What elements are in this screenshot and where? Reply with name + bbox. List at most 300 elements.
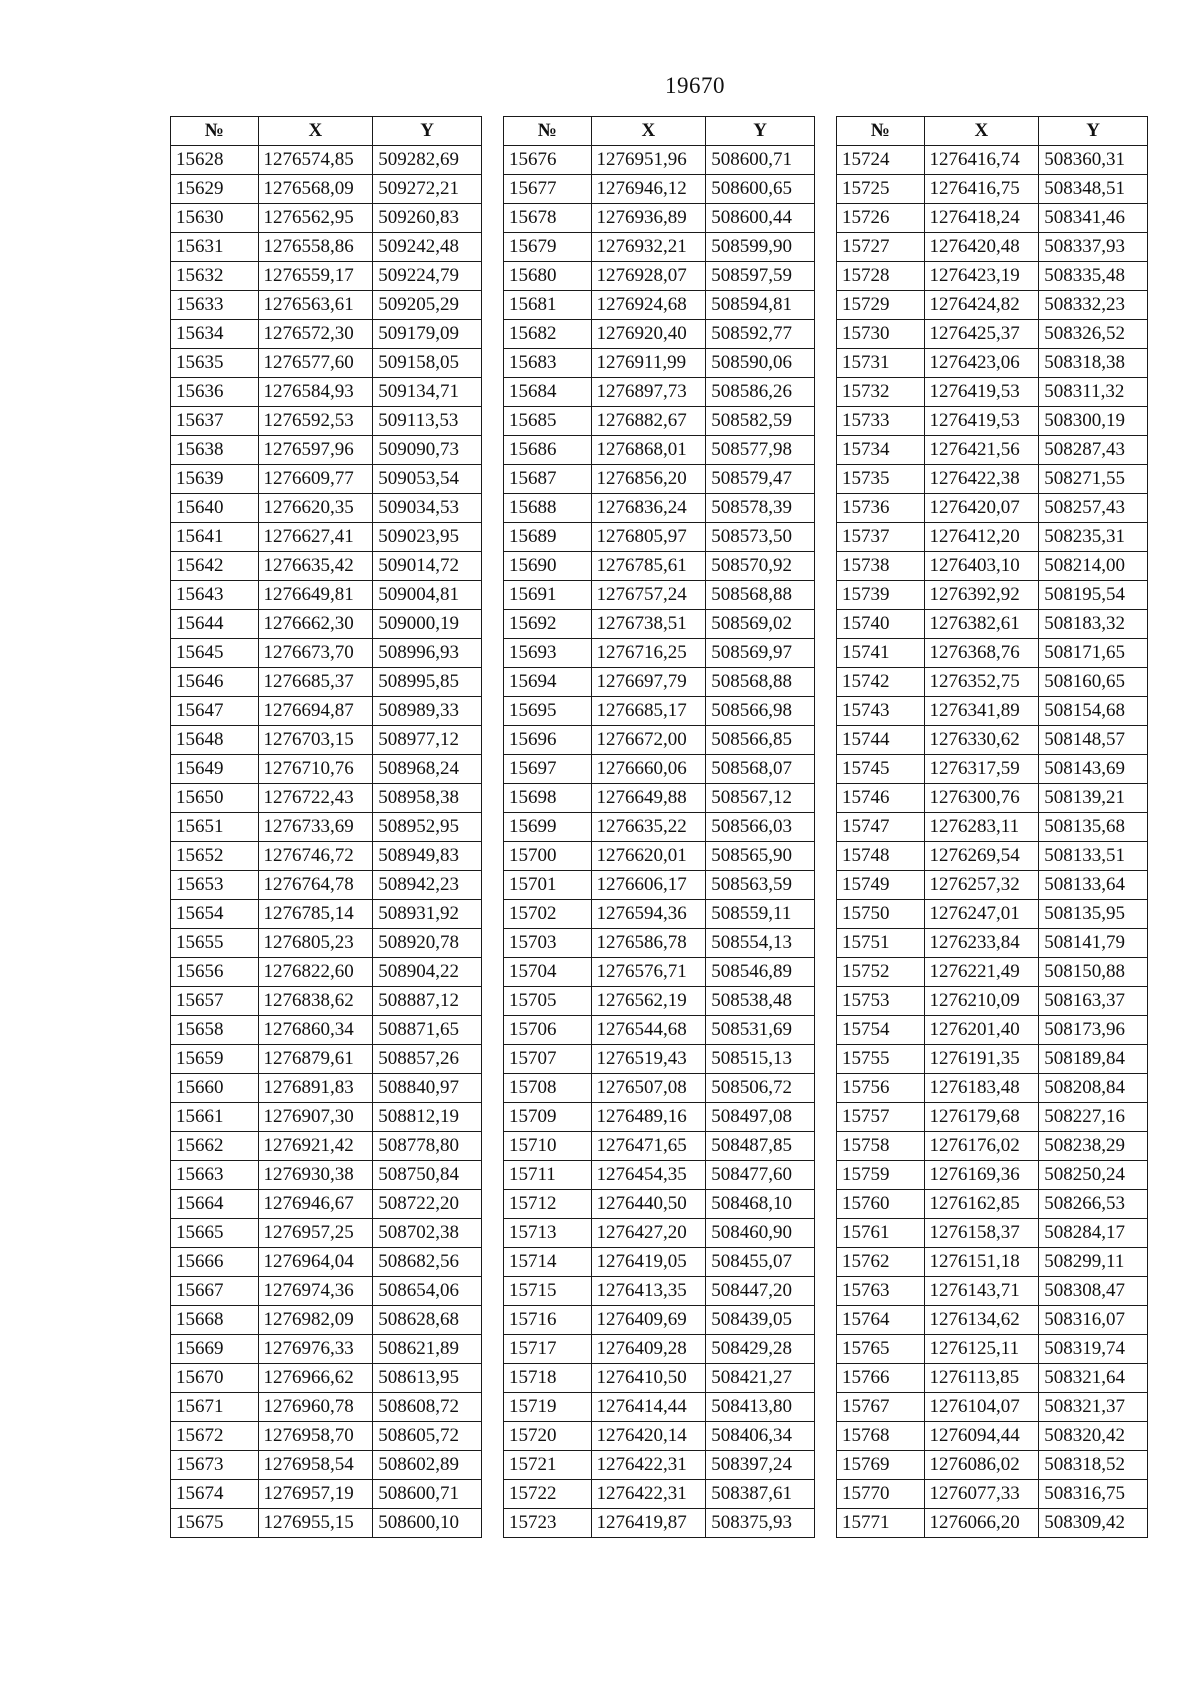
- x-coordinate-cell: 1276151,18: [924, 1248, 1039, 1277]
- point-number-cell: 15663: [171, 1161, 259, 1190]
- x-coordinate-cell: 1276382,61: [924, 610, 1039, 639]
- table-row: [171, 1132, 482, 1161]
- y-coordinate-cell: 508594,81: [706, 291, 815, 320]
- x-coordinate-cell: 1276660,06: [591, 755, 706, 784]
- x-coordinate-cell: 1276738,51: [591, 610, 706, 639]
- y-coordinate-cell: 508812,19: [373, 1103, 482, 1132]
- x-coordinate-cell: 1276920,40: [591, 320, 706, 349]
- point-number-cell: 15685: [504, 407, 592, 436]
- x-coordinate-cell: 1276946,67: [258, 1190, 373, 1219]
- x-coordinate-cell: 1276507,08: [591, 1074, 706, 1103]
- point-number-cell: 15746: [837, 784, 925, 813]
- y-coordinate-cell: 508284,17: [1039, 1219, 1148, 1248]
- point-number-cell: 15686: [504, 436, 592, 465]
- point-number-cell: 15754: [837, 1016, 925, 1045]
- table-row: [504, 871, 815, 900]
- y-coordinate-cell: 508497,08: [706, 1103, 815, 1132]
- y-coordinate-cell: 508208,84: [1039, 1074, 1148, 1103]
- y-coordinate-cell: 508143,69: [1039, 755, 1148, 784]
- y-coordinate-cell: 508309,42: [1039, 1509, 1148, 1538]
- page-number: 19670: [665, 73, 725, 98]
- x-coordinate-cell: 1276094,44: [924, 1422, 1039, 1451]
- point-number-cell: 15669: [171, 1335, 259, 1364]
- y-coordinate-cell: 508563,59: [706, 871, 815, 900]
- x-coordinate-cell: 1276868,01: [591, 436, 706, 465]
- point-number-cell: 15646: [171, 668, 259, 697]
- point-number-cell: 15681: [504, 291, 592, 320]
- y-coordinate-cell: 508559,11: [706, 900, 815, 929]
- x-coordinate-cell: 1276672,00: [591, 726, 706, 755]
- x-coordinate-cell: 1276425,37: [924, 320, 1039, 349]
- y-coordinate-cell: 508600,65: [706, 175, 815, 204]
- table-row: [171, 378, 482, 407]
- y-coordinate-cell: 509179,09: [373, 320, 482, 349]
- point-number-cell: 15662: [171, 1132, 259, 1161]
- y-coordinate-cell: 508546,89: [706, 958, 815, 987]
- x-coordinate-cell: 1276454,35: [591, 1161, 706, 1190]
- point-number-cell: 15680: [504, 262, 592, 291]
- x-coordinate-cell: 1276330,62: [924, 726, 1039, 755]
- point-number-cell: 15653: [171, 871, 259, 900]
- y-coordinate-cell: 508326,52: [1039, 320, 1148, 349]
- x-coordinate-cell: 1276928,07: [591, 262, 706, 291]
- point-number-cell: 15759: [837, 1161, 925, 1190]
- y-coordinate-cell: 508337,93: [1039, 233, 1148, 262]
- y-coordinate-cell: 508904,22: [373, 958, 482, 987]
- point-number-cell: 15728: [837, 262, 925, 291]
- point-number-cell: 15645: [171, 639, 259, 668]
- table-row: [171, 262, 482, 291]
- point-number-cell: 15709: [504, 1103, 592, 1132]
- y-coordinate-cell: 509053,54: [373, 465, 482, 494]
- y-coordinate-cell: 508341,46: [1039, 204, 1148, 233]
- y-coordinate-cell: 508413,80: [706, 1393, 815, 1422]
- point-number-cell: 15734: [837, 436, 925, 465]
- table-row: [171, 1364, 482, 1393]
- point-number-cell: 15644: [171, 610, 259, 639]
- table-row: [837, 494, 1148, 523]
- y-coordinate-cell: 508515,13: [706, 1045, 815, 1074]
- x-coordinate-cell: 1276158,37: [924, 1219, 1039, 1248]
- y-coordinate-cell: 508133,51: [1039, 842, 1148, 871]
- x-coordinate-cell: 1276341,89: [924, 697, 1039, 726]
- point-number-cell: 15683: [504, 349, 592, 378]
- point-number-cell: 15771: [837, 1509, 925, 1538]
- y-coordinate-cell: 508319,74: [1039, 1335, 1148, 1364]
- table-row: [504, 494, 815, 523]
- table-row: [504, 523, 815, 552]
- table-row: [837, 668, 1148, 697]
- point-number-cell: 15761: [837, 1219, 925, 1248]
- y-coordinate-cell: 508579,47: [706, 465, 815, 494]
- table-row: [504, 1480, 815, 1509]
- x-coordinate-cell: 1276586,78: [591, 929, 706, 958]
- point-number-cell: 15730: [837, 320, 925, 349]
- table-row: [837, 436, 1148, 465]
- point-number-cell: 15726: [837, 204, 925, 233]
- point-number-cell: 15633: [171, 291, 259, 320]
- point-number-cell: 15675: [171, 1509, 259, 1538]
- x-coordinate-cell: 1276930,38: [258, 1161, 373, 1190]
- x-coordinate-cell: 1276419,05: [591, 1248, 706, 1277]
- x-coordinate-cell: 1276838,62: [258, 987, 373, 1016]
- point-number-cell: 15706: [504, 1016, 592, 1045]
- x-coordinate-cell: 1276283,11: [924, 813, 1039, 842]
- table-row: [504, 842, 815, 871]
- x-coordinate-cell: 1276416,75: [924, 175, 1039, 204]
- table-row: [504, 1248, 815, 1277]
- x-coordinate-cell: 1276907,30: [258, 1103, 373, 1132]
- y-coordinate-cell: 508840,97: [373, 1074, 482, 1103]
- table-row: [837, 1364, 1148, 1393]
- y-coordinate-cell: 508577,98: [706, 436, 815, 465]
- point-number-cell: 15661: [171, 1103, 259, 1132]
- x-coordinate-cell: 1276409,69: [591, 1306, 706, 1335]
- point-number-cell: 15695: [504, 697, 592, 726]
- y-coordinate-cell: 508141,79: [1039, 929, 1148, 958]
- y-coordinate-cell: 508605,72: [373, 1422, 482, 1451]
- y-coordinate-cell: 508538,48: [706, 987, 815, 1016]
- y-coordinate-cell: 508566,03: [706, 813, 815, 842]
- x-coordinate-cell: 1276191,35: [924, 1045, 1039, 1074]
- table-row: [504, 1161, 815, 1190]
- x-coordinate-cell: 1276620,35: [258, 494, 373, 523]
- y-coordinate-cell: 508311,32: [1039, 378, 1148, 407]
- point-number-cell: 15700: [504, 842, 592, 871]
- x-coordinate-cell: 1276169,36: [924, 1161, 1039, 1190]
- table-row: [171, 146, 482, 175]
- table-row: [171, 349, 482, 378]
- table-row: [837, 697, 1148, 726]
- table-row: [837, 1509, 1148, 1538]
- table-row: [837, 1016, 1148, 1045]
- point-number-cell: 15760: [837, 1190, 925, 1219]
- point-number-cell: 15635: [171, 349, 259, 378]
- table-row: [837, 958, 1148, 987]
- table-row: [837, 581, 1148, 610]
- point-number-cell: 15739: [837, 581, 925, 610]
- table-row: [171, 581, 482, 610]
- x-coordinate-cell: 1276764,78: [258, 871, 373, 900]
- table-row: [171, 204, 482, 233]
- x-coordinate-cell: 1276635,22: [591, 813, 706, 842]
- y-coordinate-cell: 508299,11: [1039, 1248, 1148, 1277]
- coordinate-table-1: [170, 116, 482, 1538]
- x-coordinate-cell: 1276606,17: [591, 871, 706, 900]
- y-coordinate-cell: 508154,68: [1039, 697, 1148, 726]
- point-number-cell: 15716: [504, 1306, 592, 1335]
- header-row: [837, 117, 1148, 146]
- point-number-cell: 15755: [837, 1045, 925, 1074]
- point-number-cell: 15765: [837, 1335, 925, 1364]
- point-number-cell: 15767: [837, 1393, 925, 1422]
- table-row: [837, 1161, 1148, 1190]
- x-coordinate-cell: 1276424,82: [924, 291, 1039, 320]
- x-coordinate-cell: 1276911,99: [591, 349, 706, 378]
- table-row: [837, 726, 1148, 755]
- point-number-cell: 15740: [837, 610, 925, 639]
- x-coordinate-cell: 1276423,19: [924, 262, 1039, 291]
- table-row: [171, 1277, 482, 1306]
- x-coordinate-cell: 1276489,16: [591, 1103, 706, 1132]
- x-coordinate-cell: 1276392,92: [924, 581, 1039, 610]
- table-row: [504, 1306, 815, 1335]
- table-row: [171, 610, 482, 639]
- point-number-cell: 15721: [504, 1451, 592, 1480]
- table-row: [504, 1016, 815, 1045]
- header-number: №: [171, 117, 259, 146]
- point-number-cell: 15704: [504, 958, 592, 987]
- point-number-cell: 15665: [171, 1219, 259, 1248]
- y-coordinate-cell: 508958,38: [373, 784, 482, 813]
- x-coordinate-cell: 1276134,62: [924, 1306, 1039, 1335]
- point-number-cell: 15766: [837, 1364, 925, 1393]
- point-number-cell: 15674: [171, 1480, 259, 1509]
- y-coordinate-cell: 508171,65: [1039, 639, 1148, 668]
- y-coordinate-cell: 508566,85: [706, 726, 815, 755]
- point-number-cell: 15688: [504, 494, 592, 523]
- point-number-cell: 15719: [504, 1393, 592, 1422]
- table-row: [837, 349, 1148, 378]
- point-number-cell: 15702: [504, 900, 592, 929]
- table-row: [171, 1016, 482, 1045]
- point-number-cell: 15712: [504, 1190, 592, 1219]
- x-coordinate-cell: 1276805,97: [591, 523, 706, 552]
- x-coordinate-cell: 1276368,76: [924, 639, 1039, 668]
- table-row: [504, 1045, 815, 1074]
- table-row: [171, 465, 482, 494]
- y-coordinate-cell: 508287,43: [1039, 436, 1148, 465]
- x-coordinate-cell: 1276955,15: [258, 1509, 373, 1538]
- y-coordinate-cell: 508318,52: [1039, 1451, 1148, 1480]
- y-coordinate-cell: 508439,05: [706, 1306, 815, 1335]
- table-row: [171, 900, 482, 929]
- table-row: [171, 1248, 482, 1277]
- header-number: №: [504, 117, 592, 146]
- table-row: [837, 552, 1148, 581]
- table-row: [504, 813, 815, 842]
- header-x: X: [258, 117, 373, 146]
- x-coordinate-cell: 1276685,37: [258, 668, 373, 697]
- y-coordinate-cell: 508996,93: [373, 639, 482, 668]
- point-number-cell: 15737: [837, 523, 925, 552]
- y-coordinate-cell: 508335,48: [1039, 262, 1148, 291]
- point-number-cell: 15713: [504, 1219, 592, 1248]
- point-number-cell: 15647: [171, 697, 259, 726]
- y-coordinate-cell: 508968,24: [373, 755, 482, 784]
- point-number-cell: 15744: [837, 726, 925, 755]
- table-row: [837, 784, 1148, 813]
- y-coordinate-cell: 508600,71: [706, 146, 815, 175]
- point-number-cell: 15770: [837, 1480, 925, 1509]
- y-coordinate-cell: 508318,38: [1039, 349, 1148, 378]
- x-coordinate-cell: 1276785,14: [258, 900, 373, 929]
- point-number-cell: 15751: [837, 929, 925, 958]
- table-row: [171, 320, 482, 349]
- point-number-cell: 15641: [171, 523, 259, 552]
- table-row: [171, 639, 482, 668]
- y-coordinate-cell: 509090,73: [373, 436, 482, 465]
- point-number-cell: 15649: [171, 755, 259, 784]
- y-coordinate-cell: 508600,10: [373, 1509, 482, 1538]
- y-coordinate-cell: 508163,37: [1039, 987, 1148, 1016]
- table-row: [504, 146, 815, 175]
- table-row: [171, 523, 482, 552]
- x-coordinate-cell: 1276879,61: [258, 1045, 373, 1074]
- table-row: [171, 842, 482, 871]
- x-coordinate-cell: 1276932,21: [591, 233, 706, 262]
- table-row: [837, 755, 1148, 784]
- table-row: [504, 784, 815, 813]
- y-coordinate-cell: 508597,59: [706, 262, 815, 291]
- x-coordinate-cell: 1276420,07: [924, 494, 1039, 523]
- y-coordinate-cell: 508308,47: [1039, 1277, 1148, 1306]
- table-row: [504, 465, 815, 494]
- x-coordinate-cell: 1276179,68: [924, 1103, 1039, 1132]
- table-row: [504, 291, 815, 320]
- x-coordinate-cell: 1276966,62: [258, 1364, 373, 1393]
- y-coordinate-cell: 508590,06: [706, 349, 815, 378]
- y-coordinate-cell: 509134,71: [373, 378, 482, 407]
- y-coordinate-cell: 509004,81: [373, 581, 482, 610]
- x-coordinate-cell: 1276066,20: [924, 1509, 1039, 1538]
- x-coordinate-cell: 1276897,73: [591, 378, 706, 407]
- table-row: [171, 1335, 482, 1364]
- y-coordinate-cell: 508214,00: [1039, 552, 1148, 581]
- x-coordinate-cell: 1276891,83: [258, 1074, 373, 1103]
- table-row: [837, 639, 1148, 668]
- point-number-cell: 15678: [504, 204, 592, 233]
- point-number-cell: 15741: [837, 639, 925, 668]
- point-number-cell: 15671: [171, 1393, 259, 1422]
- x-coordinate-cell: 1276247,01: [924, 900, 1039, 929]
- point-number-cell: 15733: [837, 407, 925, 436]
- point-number-cell: 15756: [837, 1074, 925, 1103]
- point-number-cell: 15670: [171, 1364, 259, 1393]
- table-row: [504, 1277, 815, 1306]
- point-number-cell: 15711: [504, 1161, 592, 1190]
- point-number-cell: 15707: [504, 1045, 592, 1074]
- point-number-cell: 15631: [171, 233, 259, 262]
- header-y: Y: [373, 117, 482, 146]
- x-coordinate-cell: 1276544,68: [591, 1016, 706, 1045]
- table-row: [837, 175, 1148, 204]
- table-row: [504, 1219, 815, 1248]
- y-coordinate-cell: 508977,12: [373, 726, 482, 755]
- table-row: [171, 697, 482, 726]
- x-coordinate-cell: 1276125,11: [924, 1335, 1039, 1364]
- y-coordinate-cell: 508995,85: [373, 668, 482, 697]
- y-coordinate-cell: 508582,59: [706, 407, 815, 436]
- table-row: [504, 929, 815, 958]
- point-number-cell: 15643: [171, 581, 259, 610]
- x-coordinate-cell: 1276882,67: [591, 407, 706, 436]
- point-number-cell: 15757: [837, 1103, 925, 1132]
- y-coordinate-cell: 508300,19: [1039, 407, 1148, 436]
- y-coordinate-cell: 508621,89: [373, 1335, 482, 1364]
- x-coordinate-cell: 1276722,43: [258, 784, 373, 813]
- point-number-cell: 15747: [837, 813, 925, 842]
- x-coordinate-cell: 1276703,15: [258, 726, 373, 755]
- point-number-cell: 15640: [171, 494, 259, 523]
- table-row: [837, 871, 1148, 900]
- y-coordinate-cell: 508857,26: [373, 1045, 482, 1074]
- table-row: [504, 581, 815, 610]
- x-coordinate-cell: 1276673,70: [258, 639, 373, 668]
- x-coordinate-cell: 1276960,78: [258, 1393, 373, 1422]
- coordinate-table-3: [836, 116, 1148, 1538]
- point-number-cell: 15727: [837, 233, 925, 262]
- y-coordinate-cell: 508506,72: [706, 1074, 815, 1103]
- x-coordinate-cell: 1276423,06: [924, 349, 1039, 378]
- point-number-cell: 15664: [171, 1190, 259, 1219]
- x-coordinate-cell: 1276563,61: [258, 291, 373, 320]
- x-coordinate-cell: 1276697,79: [591, 668, 706, 697]
- x-coordinate-cell: 1276176,02: [924, 1132, 1039, 1161]
- x-coordinate-cell: 1276422,38: [924, 465, 1039, 494]
- x-coordinate-cell: 1276574,85: [258, 146, 373, 175]
- table-row: [837, 262, 1148, 291]
- table-row: [171, 436, 482, 465]
- x-coordinate-cell: 1276951,96: [591, 146, 706, 175]
- x-coordinate-cell: 1276422,31: [591, 1451, 706, 1480]
- x-coordinate-cell: 1276921,42: [258, 1132, 373, 1161]
- table-row: [837, 1045, 1148, 1074]
- table-row: [837, 1277, 1148, 1306]
- y-coordinate-cell: 508920,78: [373, 929, 482, 958]
- table-row: [504, 407, 815, 436]
- y-coordinate-cell: 508569,97: [706, 639, 815, 668]
- y-coordinate-cell: 508613,95: [373, 1364, 482, 1393]
- table-row: [837, 523, 1148, 552]
- header-x: X: [924, 117, 1039, 146]
- point-number-cell: 15689: [504, 523, 592, 552]
- point-number-cell: 15638: [171, 436, 259, 465]
- table-row: [837, 1103, 1148, 1132]
- point-number-cell: 15717: [504, 1335, 592, 1364]
- y-coordinate-cell: 508942,23: [373, 871, 482, 900]
- y-coordinate-cell: 508160,65: [1039, 668, 1148, 697]
- point-number-cell: 15731: [837, 349, 925, 378]
- y-coordinate-cell: 508150,88: [1039, 958, 1148, 987]
- point-number-cell: 15672: [171, 1422, 259, 1451]
- table-row: [504, 639, 815, 668]
- y-coordinate-cell: 509282,69: [373, 146, 482, 175]
- point-number-cell: 15735: [837, 465, 925, 494]
- table-row: [837, 320, 1148, 349]
- y-coordinate-cell: 508195,54: [1039, 581, 1148, 610]
- y-coordinate-cell: 508568,88: [706, 668, 815, 697]
- y-coordinate-cell: 508578,39: [706, 494, 815, 523]
- x-coordinate-cell: 1276592,53: [258, 407, 373, 436]
- x-coordinate-cell: 1276419,87: [591, 1509, 706, 1538]
- table-row: [837, 900, 1148, 929]
- header-row: [171, 117, 482, 146]
- table-row: [837, 146, 1148, 175]
- x-coordinate-cell: 1276716,25: [591, 639, 706, 668]
- point-number-cell: 15682: [504, 320, 592, 349]
- table-row: [837, 407, 1148, 436]
- point-number-cell: 15748: [837, 842, 925, 871]
- y-coordinate-cell: 508250,24: [1039, 1161, 1148, 1190]
- y-coordinate-cell: 508397,24: [706, 1451, 815, 1480]
- table-row: [171, 1451, 482, 1480]
- x-coordinate-cell: 1276143,71: [924, 1277, 1039, 1306]
- x-coordinate-cell: 1276427,20: [591, 1219, 706, 1248]
- x-coordinate-cell: 1276409,28: [591, 1335, 706, 1364]
- x-coordinate-cell: 1276924,68: [591, 291, 706, 320]
- table-row: [504, 958, 815, 987]
